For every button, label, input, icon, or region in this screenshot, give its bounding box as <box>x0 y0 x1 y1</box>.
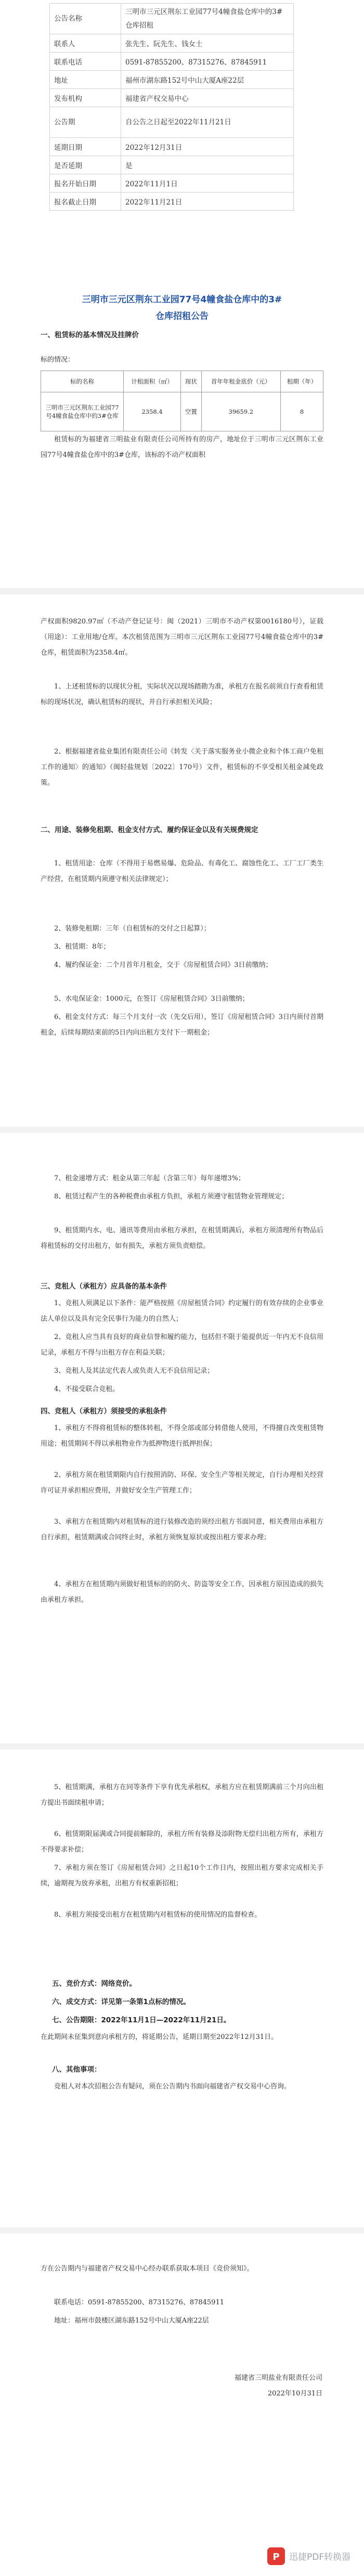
info-value: 2022年11月21日 <box>121 193 294 211</box>
info-value: 三明市三元区荆东工业园77号4幢食盐仓库中的3#仓库招租 <box>121 4 294 34</box>
info-key: 联系电话 <box>50 53 121 71</box>
title-line-1: 三明市三元区荆东工业园77号4幢食盐仓库中的3# <box>82 295 282 305</box>
paragraph: 竞租人对本次招租公告有疑问，须在公告期内书面向福建省产权交易中心咨询。 <box>54 2083 291 2090</box>
table-header: 首年年租金底价（元） <box>201 371 281 392</box>
table-cell: 8 <box>281 392 323 431</box>
section-1-heading: 一、租赁标的基本情况及挂牌价 <box>41 331 139 339</box>
table-cell: 2358.4 <box>124 392 181 431</box>
paragraph: 4、不接受联合竞租。 <box>54 1385 120 1393</box>
paragraph: 7、承租方须在签订《房屋租赁合同》之日起10个工作日内，按照出租方要求完成相关手续，逾期视为放弃承租，出租方有权重新招租； <box>41 1864 323 1888</box>
paragraph: 2、根据福建省盐业集团有限责任公司《转发〈关于落实服务业小微企业和个体工商户免租工作的通知〉的通知》（闽轻盐规划〔2022〕170号）文件，租赁标的不享受相关租金减免政策。 <box>41 748 323 787</box>
info-key: 发布机构 <box>50 89 121 107</box>
paragraph: 3、承租方在租赁期内对租赁标的进行装修改造的须经出租方书面同意，相关费用由承租方自行承担，租赁期满或合同终止时，承租方须恢复原状或按出租方要求办理； <box>41 1518 323 1541</box>
signature-block <box>235 2370 322 2402</box>
info-value: 福州市湖东路152号中山大厦A座22层 <box>121 71 294 89</box>
page-separator <box>0 1743 364 1750</box>
paragraph: 产权面积9820.97㎡（不动产登记证号：闽（2021）三明市不动产权第0016180号），证载（用途）：工业用地/仓库。本次租赁范围为三明市三元区荆东工业园77号4幢食盐仓库中的3#仓库，租赁面积为2358.4㎡。 <box>41 618 323 657</box>
info-value: 0591-87855200、87315276、87845911 <box>121 53 294 71</box>
table-header: 租期（年） <box>281 371 323 392</box>
paragraph: 8、租赁过程产生的各种税费由承租方负担，承租方须遵守租赁物业管理规定； <box>54 1193 289 1201</box>
info-value: 自公告之日起至2022年11月21日 <box>121 107 294 138</box>
info-table <box>49 3 294 211</box>
paragraph: 4、履约保证金：二个月首年月租金，交于《房屋租赁合同》3日前缴纳； <box>54 961 272 969</box>
svg-text:P: P <box>272 2552 280 2562</box>
title-line-2: 仓库招租公告 <box>155 311 209 322</box>
info-key: 延期日期 <box>50 138 121 156</box>
info-value: 张先生、阮先生、钱女士 <box>121 34 294 53</box>
info-key: 报名开始日期 <box>50 174 121 193</box>
section-5-heading: 五、竞价方式：网络竞价。 <box>52 1980 136 1988</box>
paragraph: 6、租金支付方式：每三个月支付一次（先交后用），签订《房屋租赁合同》3日内须付首期租金，后续每期结束前的5日内向出租方支付下一期租金； <box>41 1013 323 1037</box>
section-8-heading: 八、其他事项： <box>52 2065 101 2074</box>
subject-label: 标的情况： <box>41 356 75 364</box>
contact-phone: 联系电话：0591-87855200、87315276、87845911 <box>54 2299 224 2306</box>
paragraph: 4、承租方在租赁期内须做好租赁标的的防火、防盗等安全工作，因承租方原因造成的损失由承租方承担。 <box>41 1580 323 1604</box>
paragraph: 1、竞租人须满足以下条件：能严格按照《房屋租赁合同》约定履行的有效存续的企业事业法人单位以及具有完全民事行为能力的自然人； <box>41 1299 323 1323</box>
watermark-text: 迅捷PDF转换器 <box>289 2552 351 2562</box>
paragraph: 在此期间未征集到意向承租方的，将延期公告，延期日期至2022年12月31日。 <box>41 2033 278 2041</box>
page-separator <box>0 1127 364 1133</box>
paragraph: 2、装修免租期：三年（自租赁标的交付之日起算）； <box>54 925 211 933</box>
subject-table <box>41 371 323 431</box>
signer-org: 福建省三明盐业有限责任公司 <box>234 2374 322 2382</box>
table-header: 标的名称 <box>41 371 124 392</box>
paragraph: 5、租赁期满，承租方在同等条件下享有优先承租权，承租方应在租赁期满前三个月向出租方提出书面续租申请； <box>41 1783 323 1807</box>
section-3-heading: 三、竞租人（承租方）应具备的基本条件 <box>41 1282 167 1291</box>
info-value: 2022年11月1日 <box>121 174 294 193</box>
paragraph: 1、上述租赁标的以现状分租，实际状况以现场踏勘为准，承租方在报名前须自行查看租赁标的现场状况，确认租赁标的现状，并自行承担相关风险； <box>41 683 323 706</box>
watermark-logo <box>265 2542 359 2569</box>
paragraph: 5、水电保证金：1000元，在签订《房屋租赁合同》3日前缴纳； <box>54 995 249 1003</box>
table-cell: 39659.2 <box>201 392 281 431</box>
paragraph: 3、租赁期：8年； <box>54 943 110 951</box>
table-cell: 空置 <box>181 392 201 431</box>
paragraph: 3、竞租人及其法定代表人或负责人无不良信用记录； <box>54 1367 214 1375</box>
signer-date: 2022年10月31日 <box>267 2390 322 2398</box>
section-6-heading: 六、成交方式：详见第一条第1点标的情况。 <box>52 1998 190 2006</box>
paragraph: 2、承租方须在租赁期限内自行按照消防、环保、安全生产等相关规定，自行办理相关经营许可证并承担相应费用，并做好安全生产管理工作； <box>41 1471 323 1495</box>
paragraph: 租赁标的为福建省三明盐业有限责任公司所持有的房产，地址位于三明市三元区荆东工业园77号4幢食盐仓库中的3#仓库，该标的不动产权面积 <box>41 436 323 459</box>
info-key: 是否延期 <box>50 156 121 174</box>
document-title <box>0 291 364 325</box>
paragraph: 2、竞租人应当具有良好的商业信誉和履约能力，包括但不限于能提供近一年内无不良信用记录，承租方不得与出租方存在利益关联； <box>41 1333 323 1357</box>
paragraph: 1、承租方不得将租赁标的整体转租，不得全部或部分转借他人使用，不得擅自改变租赁物用途；租赁期间不得以承租物业作为抵押物进行抵押担保； <box>41 1424 323 1448</box>
paragraph: 7、租金递增方式：租金从第三年起（含第三年）每年递增3%； <box>54 1175 245 1182</box>
info-key: 公告期 <box>50 107 121 138</box>
paragraph: 1、租赁用途：仓库（不得用于易燃易爆、危险品、有毒化工、腐蚀性化工、工厂工厂类生产经营，在租赁期内须遵守相关法律规定）； <box>41 860 323 883</box>
info-key: 报名截止日期 <box>50 193 121 211</box>
info-key: 地址 <box>50 71 121 89</box>
table-header: 现状 <box>181 371 201 392</box>
page-separator <box>0 2227 364 2234</box>
info-value: 福建省产权交易中心 <box>121 89 294 107</box>
paragraph: 9、租赁期内水、电、通讯等费用由承租方承担，在租赁期满后，承租方须清理所有物品后将租赁标的交付出租方，如有损失，承租方须负责赔偿。 <box>41 1227 323 1250</box>
section-2-heading: 二、用途、装修免租期、租金支付方式、履约保证金以及有关规费规定 <box>41 826 258 834</box>
table-header: 计租面积（㎡） <box>124 371 181 392</box>
contact-address: 地址：福州市鼓楼区湖东路152号中山大厦A座22层 <box>54 2317 209 2325</box>
table-cell: 三明市三元区荆东工业园77号4幢食盐仓库中的3#仓库 <box>41 392 124 431</box>
info-key: 公告名称 <box>50 4 121 34</box>
section-7-heading: 七、公告期限：2022年11月1日—2022年11月21日。 <box>52 2016 231 2024</box>
section-4-heading: 四、竞租人（承租方）须接受的承租条件 <box>41 1407 167 1415</box>
info-value: 是 <box>121 156 294 174</box>
paragraph: 6、租赁期限届满或合同提前解除的，承租方所有装修及添附物无偿归出租方所有，承租方不得要求补偿； <box>41 1830 323 1854</box>
page-separator <box>0 588 364 594</box>
paragraph: 方在公告期内与福建省产权交易中心经办联系获取本项目《竞价须知》。 <box>41 2265 254 2273</box>
info-value: 2022年12月31日 <box>121 138 294 156</box>
info-key: 联系人 <box>50 34 121 53</box>
paragraph: 8、承租方须接受出租方在租赁期内对租赁标的使用情况的监督检查。 <box>54 1911 262 1919</box>
table-row <box>41 392 323 431</box>
